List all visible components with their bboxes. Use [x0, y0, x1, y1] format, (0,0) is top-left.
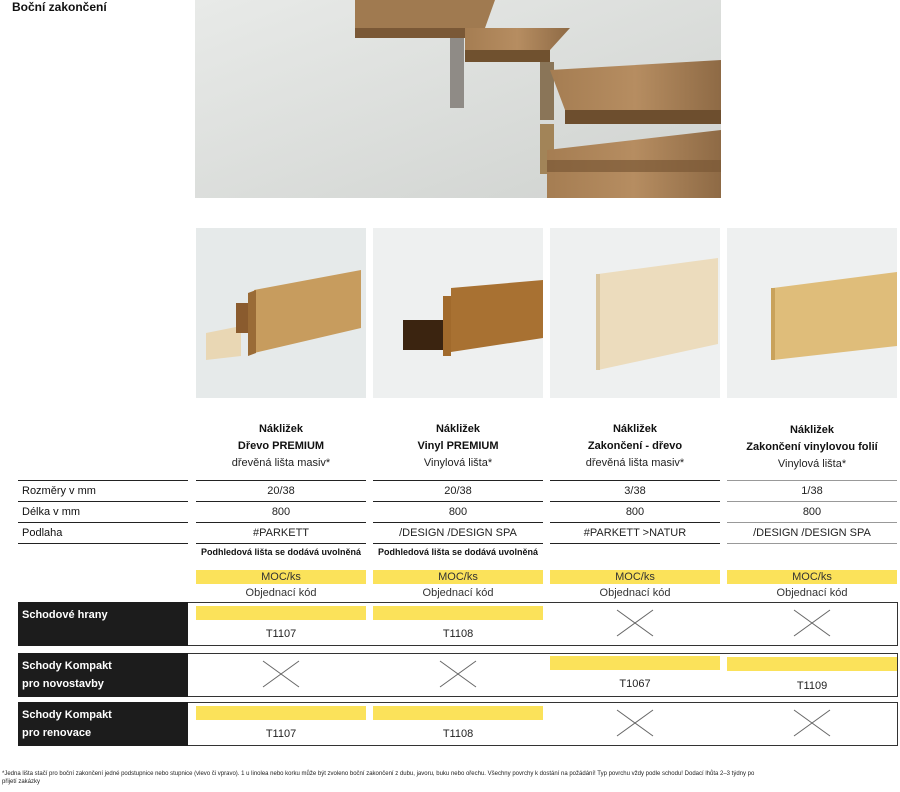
product-image-vinyl-premium	[373, 228, 543, 398]
divider	[196, 480, 366, 481]
not-available-icon	[373, 659, 543, 693]
highlight-bar	[373, 606, 543, 620]
spec-floor: /DESIGN /DESIGN SPA	[753, 527, 871, 539]
divider	[196, 543, 366, 544]
divider	[373, 522, 543, 523]
order-code: T1067	[619, 678, 651, 690]
price-label: MOC/ks	[261, 571, 301, 583]
order-code-label: Objednací kód	[776, 587, 848, 599]
order-code-label: Objednací kód	[599, 587, 671, 599]
highlight-bar	[373, 706, 543, 720]
order-code: T1109	[796, 680, 828, 692]
footnote: *Jedna lišta stačí pro boční zakončení jedné podstupnice nebo stupnice (vlevo či vpravo). 1 u linolea nebo korku může být zvoleno boční zakončení z dubu, javoru, buku nebo ořechu. Všechny povrchy k dostání na požádání! Typ povrchu vždy podle schodu! Dodací lhůta 2–3 týdny po přijetí zakázky	[2, 771, 755, 785]
highlight-bar	[196, 606, 366, 620]
divider	[18, 501, 188, 502]
not-available-icon	[550, 708, 720, 742]
product-desc: dřevěná lišta masiv*	[585, 457, 685, 469]
page-title: Boční zakončení	[12, 0, 107, 14]
product-name: Nákližek	[612, 423, 658, 435]
product-name: Nákližek	[258, 423, 304, 435]
price-label: MOC/ks	[792, 571, 832, 583]
row-label: Schody Kompakt	[22, 660, 112, 672]
not-available-icon	[550, 608, 720, 642]
spec-dims: 3/38	[624, 485, 646, 497]
highlight-bar	[727, 657, 897, 671]
divider	[373, 480, 543, 481]
product-name: Nákližek	[789, 424, 835, 436]
row-label: pro renovace	[22, 727, 92, 739]
spec-floor: #PARKETT >NATUR	[583, 527, 687, 539]
row-head-hrany	[18, 602, 188, 646]
hero-stairs-image	[195, 0, 721, 198]
spec-dims: 20/38	[444, 485, 472, 497]
order-code-label: Objednací kód	[245, 587, 317, 599]
product-type: Dřevo PREMIUM	[237, 440, 325, 452]
not-available-icon	[727, 708, 897, 742]
product-type: Zakončení vinylovou folií	[746, 441, 878, 453]
product-header-1	[196, 421, 366, 472]
highlight-bar	[196, 706, 366, 720]
divider	[727, 543, 897, 544]
spec-floor: /DESIGN /DESIGN SPA	[399, 527, 517, 539]
spec-floor: #PARKETT	[252, 527, 310, 539]
divider	[18, 480, 188, 481]
spec-label-floor: Podlaha	[22, 527, 63, 539]
order-code: T1107	[265, 628, 297, 640]
price-label: MOC/ks	[438, 571, 478, 583]
product-note: Podhledová lišta se dodává uvolněná	[377, 547, 539, 557]
product-desc: Vinylová lišta*	[423, 457, 493, 469]
product-image-vinyl-foil	[727, 228, 897, 398]
highlight-bar	[550, 656, 720, 670]
spec-length: 800	[448, 506, 468, 518]
not-available-icon	[196, 659, 366, 693]
spec-dims: 20/38	[267, 485, 295, 497]
order-code: T1108	[442, 728, 474, 740]
row-head-reno	[18, 702, 188, 746]
divider	[550, 501, 720, 502]
divider	[727, 522, 897, 523]
spec-label-length: Délka v mm	[22, 506, 81, 518]
order-code-label: Objednací kód	[422, 587, 494, 599]
product-type: Zakončení - dřevo	[587, 440, 683, 452]
divider	[196, 522, 366, 523]
spec-label-dims: Rozměry v mm	[22, 485, 96, 497]
divider	[550, 543, 720, 544]
spec-length: 800	[802, 506, 822, 518]
spec-length: 800	[271, 506, 291, 518]
row-head-novo	[18, 653, 188, 697]
product-image-wood-premium	[196, 228, 366, 398]
product-header-2	[373, 421, 543, 472]
divider	[727, 480, 897, 481]
product-name: Nákližek	[435, 423, 481, 435]
product-header-4	[727, 422, 897, 473]
product-note: Podhledová lišta se dodává uvolněná	[200, 547, 362, 557]
spec-dims: 1/38	[801, 485, 823, 497]
spec-length: 800	[625, 506, 645, 518]
divider	[18, 522, 188, 523]
divider	[18, 543, 188, 544]
not-available-icon	[727, 608, 897, 642]
row-label: Schodové hrany	[22, 609, 108, 621]
divider	[196, 501, 366, 502]
product-type: Vinyl PREMIUM	[417, 440, 499, 452]
product-desc: dřevěná lišta masiv*	[231, 457, 331, 469]
divider	[373, 501, 543, 502]
divider	[550, 522, 720, 523]
product-image-wood-end	[550, 228, 720, 398]
row-label: pro novostavby	[22, 678, 104, 690]
divider	[550, 480, 720, 481]
order-code: T1107	[265, 728, 297, 740]
divider	[373, 543, 543, 544]
divider	[727, 501, 897, 502]
product-header-3	[550, 421, 720, 472]
product-desc: Vinylová lišta*	[777, 458, 847, 470]
price-label: MOC/ks	[615, 571, 655, 583]
row-label: Schody Kompakt	[22, 709, 112, 721]
order-code: T1108	[442, 628, 474, 640]
